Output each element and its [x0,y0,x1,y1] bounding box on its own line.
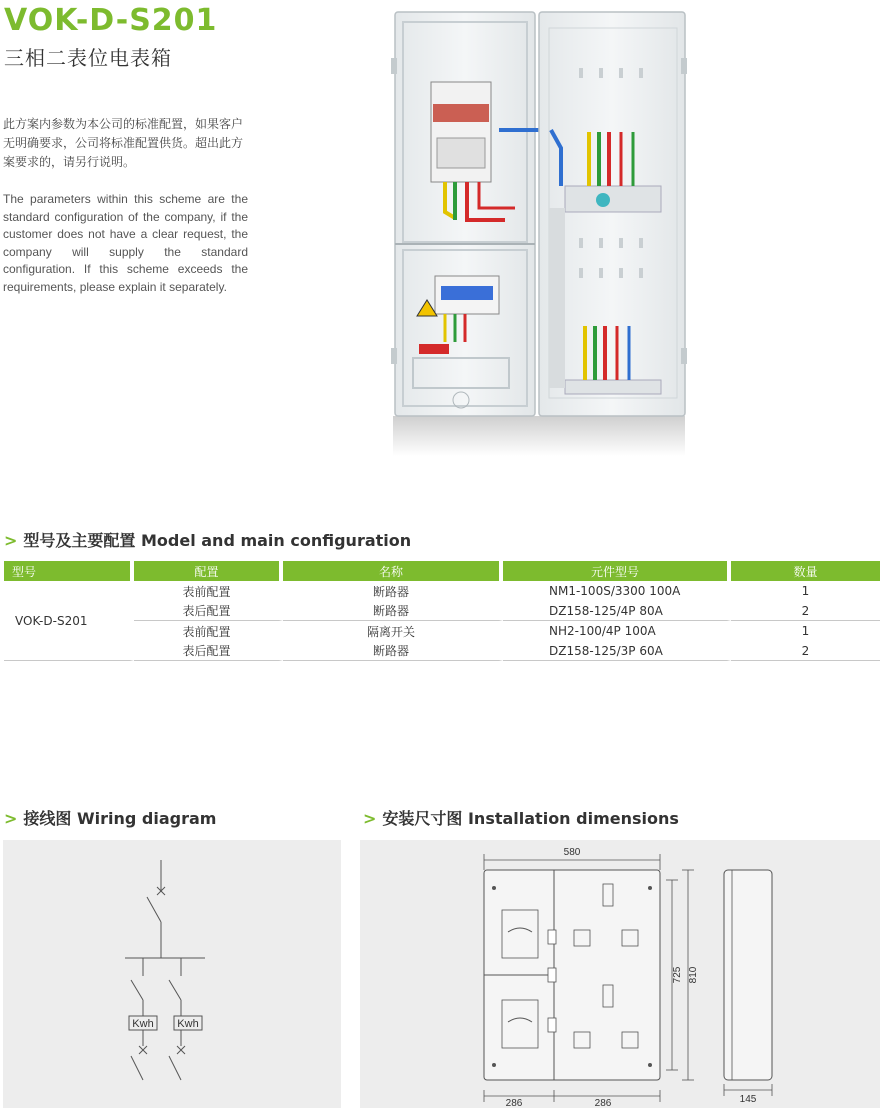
dim-height-total: 810 [688,966,699,984]
wiring-diagram-panel [3,840,341,1108]
config-cell: 表后配置 [134,641,283,661]
dim-height-inner: 725 [672,966,683,984]
config-section-heading [4,528,411,551]
part-cell: NH2-100/4P 100A [503,621,731,641]
column-header: 型号 [4,561,134,581]
part-cell: NM1-100S/3300 100A [503,581,731,601]
table-row [4,641,880,661]
wiring-heading-text: 接线图 Wiring diagram [23,809,217,828]
photo-shadow [393,416,685,456]
table-row [4,581,880,601]
chevron-right-icon: > [4,531,18,550]
name-cell: 隔离开关 [283,621,503,641]
dimensions-heading-text: 安装尺寸图 Installation dimensions [382,809,679,828]
dim-width-total: 580 [563,847,581,858]
name-cell: 断路器 [283,581,503,601]
meter-label-1: Kwh [132,1018,154,1030]
column-header: 数量 [731,561,880,581]
side-view [724,870,772,1080]
column-header: 配置 [134,561,283,581]
configuration-table [4,561,880,661]
description-english: The parameters within this scheme are the standard configuration of the company, if the customer does not have a clear request, the company will supply the standard configuration. If this scheme exceeds the requirements, please explain it separately. [3,192,248,294]
table-header-row [4,561,880,581]
description-chinese: 此方案内参数为本公司的标准配置，如果客户无明确要求，公司将标准配置供货。超出此方案要求的，请另行说明。 [3,117,244,169]
product-subtitle: 三相二表位电表箱 [4,46,172,70]
qty-cell: 2 [731,601,880,621]
dimension-drawing [360,840,880,1108]
column-header: 元件型号 [503,561,731,581]
config-cell: 表前配置 [134,621,283,641]
qty-cell: 1 [801,584,810,598]
dimensions-panel [360,840,880,1108]
name-cell: 断路器 [283,601,503,621]
product-title: VOK-D-S201 [4,3,218,38]
product-photo [389,8,689,458]
table-row [4,601,880,621]
qty-cell: 2 [731,641,880,661]
wiring-section-heading [4,806,216,829]
chevron-right-icon: > [4,809,18,828]
wiring-diagram [3,840,341,1108]
table-row [4,621,880,641]
dimensions-section-heading [363,806,679,829]
part-cell: DZ158-125/3P 60A [503,641,731,661]
dim-bottom-left: 286 [505,1098,523,1108]
qty-cell: 1 [801,624,810,638]
dim-depth: 145 [739,1094,757,1105]
config-cell: 表前配置 [134,581,283,601]
dim-bottom-right: 286 [594,1098,612,1108]
part-cell: DZ158-125/4P 80A [503,601,731,621]
column-header: 名称 [283,561,503,581]
config-cell: 表后配置 [134,601,283,621]
meter-label-2: Kwh [177,1018,199,1030]
name-cell: 断路器 [283,641,503,661]
config-heading-text: 型号及主要配置 Model and main configuration [23,531,412,550]
chevron-right-icon: > [363,809,377,828]
model-cell: VOK-D-S201 [4,581,134,661]
